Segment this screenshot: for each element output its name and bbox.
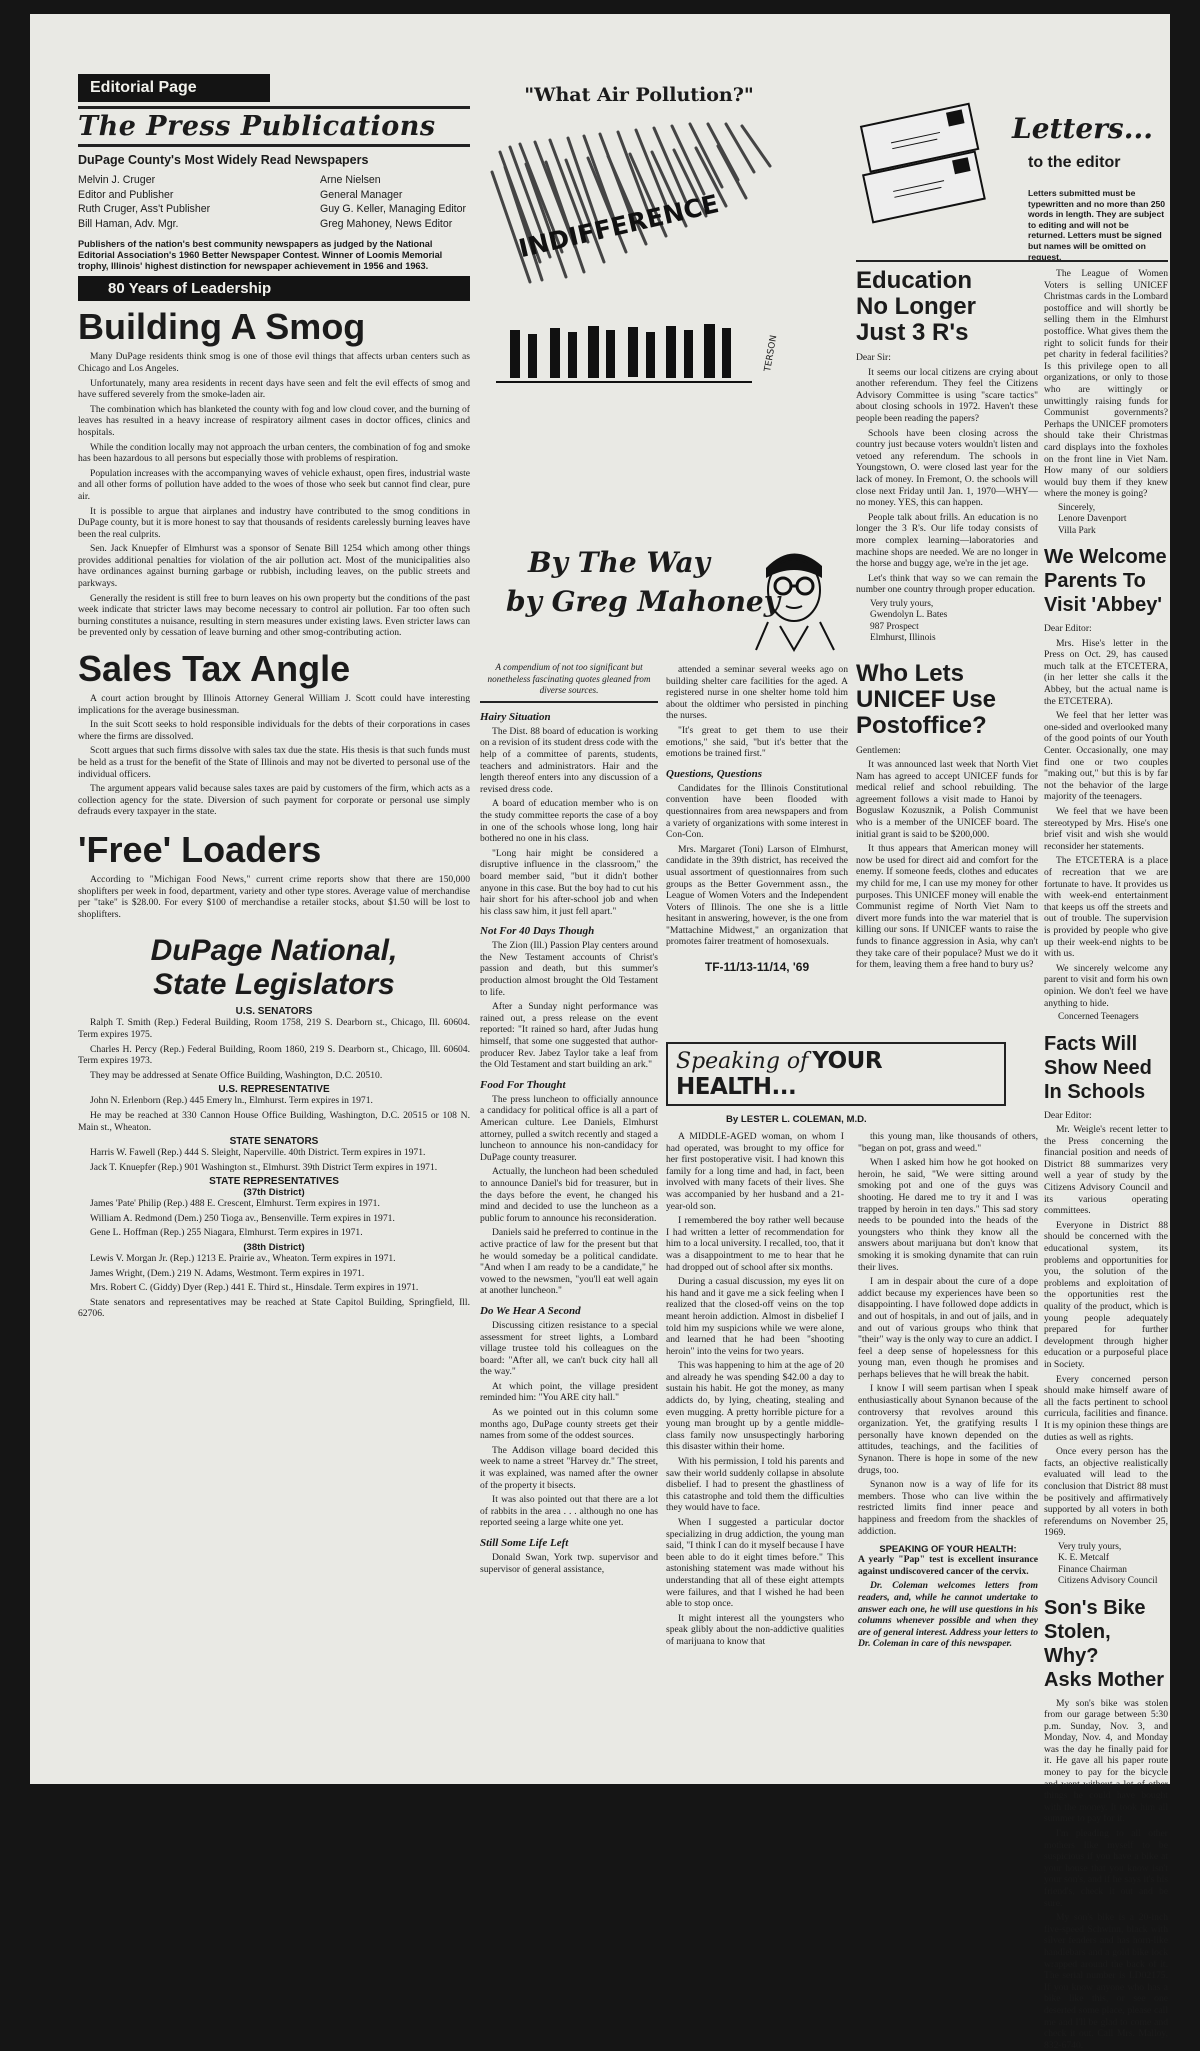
health-title-right: YOUR HEALTH...: [676, 1048, 883, 1100]
headline-line: No Longer: [856, 293, 976, 320]
paragraph: Mrs. Hise's letter in the Press on Oct. 29, has caused much talk at the ETCETERA, (in her letter she calls it the Abbey, but the actual name is the ETCETERA).: [1044, 637, 1168, 707]
headline-line: Son's Bike: [1044, 1596, 1146, 1619]
paragraph: According to "Michigan Food News," current crime reports show that there are 150,000 shoplifters per week in food, department, variety and other type stores. Average value of merchandise per "take" is $28.00. For every $100 of merchandise a retailer stocks, about $1.50 will be lost to shoplifters.: [78, 873, 470, 920]
masthead: [78, 74, 470, 301]
staff-name: Arne Nielsen: [320, 174, 381, 186]
subhead-still-some-life-left: Still Some Life Left: [480, 1537, 569, 1549]
paragraph: The League of Women Voters is selling UNICEF Christmas cards in the Lombard postoffice and will shortly be selling them in the Elmhurst postoffice. What gives them the right to solicit funds for their pet charity in federal facilities? Is this privilege open to all organizations, or only to those who are wittingly or unwittingly raising funds for Communist governments? Perhaps the UNICEF promoters should take their Christmas card displays into the foxholes on the front line in Viet Nam. How many of our soldiers would buy them if they knew where the money is going?: [1044, 268, 1168, 500]
speaking-text: A yearly "Pap" test is excellent insurance against undiscovered cancer of the cervix.: [858, 1554, 1038, 1577]
group-title: STATE REPRESENTATIVES: [209, 1176, 339, 1188]
paragraph: Once every person has the facts, an objective realistically evaluated will lead to the conclusion that District 88 must be positively and affirmatively supported by all voters in both referendums on November 25, 1969.: [1044, 1446, 1168, 1539]
paragraph: this young man, like thousands of others, "began on pot, grass and weed.": [858, 1131, 1038, 1154]
paragraph: At which point, the village president reminded him: "You ARE city hall.": [480, 1380, 658, 1404]
salutation: Dear Editor:: [1044, 623, 1092, 635]
paragraph: Unfortunately, many area residents in recent days have seen and felt the evil effects of smog and have suffered severely from the smoke-laden air.: [78, 377, 470, 401]
letters-title: Letters...: [1012, 112, 1153, 145]
by-the-way-column-1: [480, 662, 658, 1774]
paragraph: While the condition locally may not approach the urban centers, the combination of fog and smoke has been hazardous to all persons but especially those with problems of respiration.: [78, 441, 470, 465]
paragraph: In the suit Scott seeks to hold responsible individuals for the debts of their corporations in cases where the firms are dissolved.: [78, 719, 470, 742]
paragraph: Actually, the luncheon had been scheduled to announce Daniel's bid for treasurer, but in the days before the event, he changed his mind and decided to use the luncheon as a public forum to announce his reconsideration.: [480, 1166, 658, 1224]
paragraph: People talk about frills. An education is no longer the 3 R's. Our life today consists of more complex learning—laboratories and machine shops are needed. We are no longer in the horse and buggy age, we're in the jet age.: [856, 511, 1038, 570]
paragraph: After a Sunday night performance was rained out, a press release on the event reported: "It rained so hard, after Judas hung himself, that some one suggested that author-producer Rev. Jabez Taylor take a leaf from the Old Testament and start building an ark.": [480, 1001, 658, 1071]
headline-line: Show Need: [1044, 1056, 1152, 1079]
legislator-entry: Charles H. Percy (Rep.) Federal Building, Room 1860, 219 S. Dearborn st., Chicago, Ill. 60604. Term expires 1973.: [78, 1043, 470, 1067]
paragraph: attended a seminar several weeks ago on building shelter care facilities for the aged. A registered nurse in one shelter home told him about the oldtimer who persisted in pinching the nurses.: [666, 664, 848, 722]
paragraph: Generally the resident is still free to burn leaves on his own property but the conditions of the past week indicate that stricter laws may become necessary to control air pollution. Far too often such burning constitutes a nuisance, resulting in stern measures under existing laws. Even stricter laws can be prevented only by cessation of leave burning and other smog-contributing action.: [78, 592, 470, 639]
headline-line: UNICEF Use: [856, 685, 997, 713]
headline-line: Asks Mother: [1044, 1668, 1165, 1691]
letters-subtitle: to the editor: [1028, 154, 1121, 171]
subhead-do-we-hear-a-second: Do We Hear A Second: [480, 1304, 581, 1317]
subhead-not-for-40-days: Not For 40 Days Though: [480, 925, 595, 938]
paragraph: The Dist. 88 board of education is working on a revision of its student dress code with the help of a committee of parents, students, teachers and administrators. Hair and the length thereof enters into any discussion of a revised dress code.: [480, 725, 658, 795]
paragraph: The Zion (Ill.) Passion Play centers around the New Testament accounts of Christ's passion and death, but this summer's production almost brought the Old Testament to life.: [480, 940, 658, 998]
legislator-entry: He may be reached at 330 Cannon House Office Building, Washington, D.C. 20515 or 108 N. Main st., Wheaton.: [78, 1109, 470, 1133]
legislator-entry: Ralph T. Smith (Rep.) Federal Building, Room 1758, 219 S. Dearborn st., Chicago, Ill. 60604. Term expires 1975.: [78, 1017, 470, 1040]
group-title: U.S. REPRESENTATIVE: [218, 1084, 330, 1096]
legislator-entry: James 'Pate' Philip (Rep.) 488 E. Crescent, Elmhurst. Term expires in 1971.: [90, 1198, 380, 1210]
signature-line: Very truly yours,: [1058, 1541, 1122, 1552]
legislators-headline-1: DuPage National,: [150, 934, 398, 968]
free-loaders-article: [78, 874, 470, 920]
signature-line: Finance Chairman: [1058, 1564, 1127, 1575]
legislator-entry: Jack T. Knuepfer (Rep.) 901 Washington st., Elmhurst. 39th District Term expires in 1971.: [90, 1161, 438, 1173]
legislator-entry: Harris W. Fawell (Rep.) 444 S. Sleight, Naperville. 40th District. Term expires in 1971.: [90, 1147, 426, 1159]
letters-header: [856, 100, 1168, 280]
paragraph: My son's bike is a 20-inch five-speed Schwinn, black with silver fenders and has horn-like handlebars and a gold bike lock wrapped around the back of it. The serial number is LD02175. If you know anyone who has a bike like this, or see one deserted some place, please call me and I'll be glad to come and check it out. Call Mrs. Malloy, 832-6740.: [1044, 1912, 1168, 2051]
paragraph: It might interest all the youngsters who speak glibly about the non-addictive qualities of marijuana to know that: [666, 1612, 844, 1647]
paragraph: It thus appears that American money will now be used for direct aid and comfort for the enemy. If someone feeds, clothes and educates my child for me, I can use my money for other purposes. This UNICEF money will enable the Communist regime of North Viet Nam to divert more funds into the war materiel that is killing our sons. If UNICEF wants to raise the funds to finance aggression in Asia, why can't they take care of their populace? Must we do it for them, leaving them a free hand to bury us?: [856, 843, 1038, 971]
dateline: TF-11/13-11/14, '69: [704, 960, 810, 975]
headline-sales-tax-angle: Sales Tax Angle: [78, 648, 351, 690]
signature-line: Citizens Advisory Council: [1058, 1576, 1158, 1587]
headline-free-loaders: 'Free' Loaders: [78, 828, 322, 870]
paragraph: I am in despair about the cure of a dope addict because my experiences have been so disappointing. I have followed dope addicts in and out of hospitals, in and out of jails, and in and out of various groups who think that "their" way is the only way to cure an addict. I feel a deep sense of hopelessness for this young man, even though he promises and perhaps believes that he will break the habit.: [858, 1276, 1038, 1380]
paragraph: Population increases with the accompanying waves of vehicle exhaust, open fires, industrial waste and all other forms of pollution have added to the woes of those who seek but cannot find clear, pure air.: [78, 467, 470, 502]
group-subtitle: (37th District): [243, 1187, 305, 1199]
legislator-entry: State senators and representatives may be reached at State Capitol Building, Springfield, Ill. 62706.: [78, 1296, 470, 1320]
headline-education: [856, 268, 1038, 346]
headline-line: Facts Will: [1044, 1032, 1138, 1055]
headline-building-a-smog: Building A Smog: [78, 306, 366, 348]
paragraph: It was also pointed out that there are a lot of rabbits in the area . . . although no one has reported seeing a large white one yet.: [480, 1494, 658, 1529]
years-bar: 80 Years of Leadership: [78, 276, 470, 301]
staff-list: [78, 173, 470, 231]
staff-name: Greg Mahoney, News Editor: [320, 217, 453, 230]
by-the-way-column-2: [666, 664, 848, 1024]
sales-tax-article: [78, 693, 470, 818]
signature-line: Very truly yours,: [870, 598, 934, 609]
paragraph: We sincerely welcome any parent to visit and form his own opinion. We don't feel we have anything to hide.: [1044, 962, 1168, 1009]
health-byline: By LESTER L. COLEMAN, M.D.: [726, 1114, 867, 1125]
headline-unicef: [856, 661, 1038, 739]
paragraph: It is possible to argue that airplanes and industry have contributed to the smog conditions in DuPage county, but it is more honest to say that thousands of residents carelessly burning leaves have been the real culprits.: [78, 505, 470, 540]
paragraph: Discussing citizen resistance to a special assessment for street lights, a Lombard village trustee told his colleagues on the board: "After all, we can't buck city hall all the way.": [480, 1319, 658, 1378]
group-title: STATE SENATORS: [229, 1136, 319, 1148]
paragraph: My son's bike was stolen from our garage between 5:30 p.m. Sunday, Nov. 3, and Monday, Nov. 4, and Monday was the day he finally paid for it. He gave all his paper route money to pay for the bicycle and went without a lot of other things he could have bought with the money. It took him all summer to pay for it.: [1044, 1697, 1168, 1825]
paragraph: Many DuPage residents think smog is one of those evil things that affects urban centers such as Chicago and Los Angeles.: [78, 351, 470, 374]
health-title-left: Speaking of: [676, 1049, 809, 1074]
paragraph: The argument appears valid because sales taxes are paid by customers of the firm, which acts as a collection agency for the state. Diversion of such payment for corporate or personal use simply defrauds every taxpayer in the state.: [78, 783, 470, 818]
subhead-food-for-thought: Food For Thought: [480, 1078, 566, 1091]
staff-name: Melvin J. Cruger: [78, 174, 156, 186]
salutation: Dear Editor:: [1044, 1109, 1092, 1121]
paragraph: Every concerned person should make himself aware of all the facts pertinent to school curricula, facilities and finance. It is my opinion these things are duties as well as rights.: [1044, 1373, 1168, 1443]
salutation: Dear Sir:: [856, 352, 891, 363]
signature-line: Sincerely,: [1058, 502, 1096, 513]
paragraph: I remembered the boy rather well because I had written a letter of recommendation for him to a local university. I recalled, too, that it was a disappointment to me to hear that he had dropped out of school after six months.: [666, 1215, 844, 1273]
paragraph: Everyone in District 88 should be concerned with the educational system, its problems and opportunities for you, the solution of the problems and exploitation of the opportunities rest the quality of the product, which is young people adequately prepared for further development through higher education or a purposeful place in Society.: [1044, 1219, 1168, 1370]
headline-facts-will-show: [1044, 1032, 1168, 1104]
letters-column-2: [1044, 268, 1168, 2051]
letters-note: Letters submitted must be typewritten and no more than 250 words in length. They are subject to editing and will not be returned. Letters must be signed but names will be omitted on request.: [1028, 188, 1166, 262]
legislator-entry: Lewis V. Morgan Jr. (Rep.) 1213 E. Prairie av., Wheaton. Term expires in 1971.: [90, 1253, 396, 1265]
cartoon-drawing: [480, 112, 798, 412]
paragraph: It was announced last week that North Viet Nam has agreed to accept UNICEF funds for medical relief and school rebuilding. The agreement follows a visit made to Hanoi by Boguslaw Kozusznik, a Polish Communist who is a member of the UNICEF board. The initial grant is said to be $200,000.: [856, 759, 1038, 840]
paragraph: I'm pleading to all other mothers like myself to be suspicious if you have a bike at your house that you know isn't your son's, and if he says it's his friend's, check it out and be sure.: [1044, 1828, 1168, 1909]
cartoon-word: INDIFFERENCE: [515, 189, 722, 264]
staff-title: General Manager: [320, 188, 403, 201]
signature-line: Villa Park: [1058, 525, 1096, 536]
legislator-entry: Mrs. Robert C. (Giddy) Dyer (Rep.) 441 E. Third st., Hinsdale. Term expires in 1971.: [90, 1282, 419, 1294]
paragraph: Let's think that way so we can remain the number one country through proper education.: [856, 572, 1038, 596]
paragraph: Sen. Jack Knuepfer of Elmhurst was a sponsor of Senate Bill 1254 which among other things provides additional penalties for violation of the air pollution act. Most of the municipalities also have ordinances against burning garbage or rubbish, including leaves, on the public streets and parkways.: [78, 543, 470, 590]
staff-title: Editor and Publisher: [78, 188, 174, 201]
headline-line: Postoffice?: [856, 711, 987, 739]
tagline: DuPage County's Most Widely Read Newspapers: [78, 153, 369, 167]
headline-line: Education: [856, 267, 973, 294]
salutation: Gentlemen:: [856, 744, 901, 756]
staff-name: Guy G. Keller, Managing Editor: [320, 203, 467, 216]
legislators-box: [78, 934, 470, 1320]
masthead-note: Publishers of the nation's best community newspapers as judged by the National Editorial Association's 1960 Better Newspaper Contest. Winner of Loomis Memorial trophy, Illinois' highest distinction for newspaper achievement in 1956 and 1963.: [78, 239, 443, 272]
paragraph: Candidates for the Illinois Constitutional convention have been flooded with questionnaires from area newspapers and from a variety of organizations with some interest in Con-Con.: [666, 782, 848, 841]
paragraph: With his permission, I told his parents and saw their world suddenly collapse in absolute disbelief. I had to present the ghastliness of this catastrophe and told them the difficulties they would have to face.: [666, 1456, 844, 1514]
newspaper-page: [30, 14, 1170, 2051]
by-the-way-header: [480, 546, 848, 661]
legislator-entry: John N. Erlenborn (Rep.) 445 Emery ln., Elmhurst. Term expires in 1971.: [90, 1095, 373, 1107]
headline-sons-bike: [1044, 1596, 1168, 1692]
group-title: (38th District): [243, 1242, 305, 1254]
paragraph: The ETCETERA is a place of recreation that we are fortunate to have. It provides us with week-end entertainment that keeps us off the streets and out of trouble. The supervision is provided by people who give up their week-end nights to be with us.: [1044, 855, 1168, 960]
paragraph: "It's great to get them to use their emotions," she said, "but it's better that the emotions be trained first.": [666, 724, 848, 760]
author-portrait: [738, 538, 848, 650]
subhead-questions: Questions, Questions: [666, 767, 762, 780]
headline-line: Who Lets: [856, 659, 964, 687]
paragraph: Donald Swan, York twp. supervisor and supervisor of general assistance,: [480, 1552, 658, 1575]
editorial-column: [78, 14, 470, 1774]
paragraph: "Long hair might be considered a disruptive influence in the classroom," the board member said, "but it didn't bother anyone in this case. But the boy had to cut his hair short for his after-school job and when his class saw him, it just fell apart.": [480, 847, 658, 917]
headline-welcome-parents: [1044, 545, 1168, 617]
signature: [856, 599, 1038, 645]
paragraph: A MIDDLE-AGED woman, on whom I had operated, was brought to my office for her first postoperative visit. I had known this family for a long time and had, in fact, been involved with many facets of their lives. She was accompanied by her husband and a 21-year-old son.: [666, 1131, 844, 1212]
paragraph: Mrs. Margaret (Toni) Larson of Elmhurst, candidate in the 39th district, has received the usual assortment of questionnaires from such groups as the Better Government assn., the League of Women Voters and the Independent Voters of Illinois. The one she is a little hesitant in answering, however, is the one from "Mattachine Midwest," an organization that promotes fairer treatment of homosexuals.: [666, 843, 848, 948]
signature-line: Gwendolyn L. Bates: [870, 610, 948, 621]
headline-line: Parents To: [1044, 570, 1146, 593]
paragraph: A court action brought by Illinois Attorney General William J. Scott could have interesting implications for the average businessman.: [78, 693, 470, 716]
smog-article: [78, 351, 470, 639]
paragraph: I know I will seem partisan when I speak enthusiastically about Synanon because of the controversy that revolves around this organization. Yet, the gratifying results I personally have known depended on the attitudes, teachings, and the facilities of Synanon. There is hope in some of the new drugs, too.: [858, 1383, 1038, 1476]
by-the-way-intro: A compendium of not too significant but nonetheless fascinating quotes gleaned from diverse sources.: [487, 662, 651, 696]
cartoon-signature: TERSON: [763, 334, 780, 373]
paragraph: The combination which has blanketed the county with fog and low cloud cover, and the burning of leaves has resulted in a heavy increase of respiratory ailment cases in doctor offices, clinics and hospitals.: [78, 403, 470, 438]
paragraph: Schools have been closing across the country just because voters wouldn't listen and vetoed any referendum. The schools in Youngstown, O. were closed last year for the lack of money. In Fremont, O. the schools will close next Friday until Jan. 1, 1970—WHY—no money. YES, this can happen.: [856, 427, 1038, 509]
paragraph: It seems our local citizens are crying about another referendum. They feel the Citizens Advisory Committee is using "scare tactics" about closing schools in 1972. Haven't these people been reading the papers?: [856, 366, 1038, 424]
cartoon: [480, 84, 798, 414]
staff-name: Bill Haman, Adv. Mgr.: [78, 217, 179, 230]
legislator-entry: William A. Redmond (Dem.) 250 Tioga av., Bensenville. Term expires in 1971.: [90, 1212, 395, 1224]
by-the-way-byline: by Greg Mahoney: [506, 585, 781, 618]
paragraph: During a casual discussion, my eyes lit on his hand and it gave me a sick feeling when I realized that the closed-off veins on the top meant heroin addiction. Almost in disbelief I told him my suspicions while we were alone, and learned that he had been "shooting heroin" into the veins for two years.: [666, 1276, 844, 1357]
group-title: U.S. SENATORS: [235, 1006, 313, 1018]
envelopes-illustration: [856, 108, 996, 218]
paragraph: A board of education member who is on the study committee reports the case of a boy in one of the schools whose long, long hair bothered no one in his class.: [480, 798, 658, 845]
paragraph: Mr. Weigle's recent letter to the Press concerning the financial position and needs of District 88 summarizes very well a year of study by the Citizens Advisory Council and its various operating committees.: [1044, 1124, 1168, 1217]
legislator-entry: Gene L. Hoffman (Rep.) 255 Niagara, Elmhurst. Term expires in 1971.: [90, 1227, 363, 1239]
paragraph: We feel that her letter was one-sided and overlooked many of the good points of our Youth Center. Occasionally, one may find one or two couples "making out," but this is by far not the behavior of the large majority of the teenagers.: [1044, 710, 1168, 803]
paragraph: When I suggested a particular doctor specializing in drug addiction, the young man said, "I think I can do it myself because I have been able to do it eight times before." This astonishing statement was made without his understanding that all of these eight attempts were failures, and that I wished he had been able to stop once.: [666, 1517, 844, 1610]
legislator-entry: James Wright, (Dem.) 219 N. Adams, Westmont. Term expires in 1971.: [90, 1267, 365, 1279]
paragraph: As we pointed out in this column some months ago, DuPage county streets get their names from some of the oddest sources.: [480, 1407, 658, 1442]
legislator-entry: They may be addressed at Senate Office Building, Washington, D.C. 20510.: [90, 1069, 383, 1081]
headline-line: We Welcome: [1044, 546, 1167, 569]
headline-line: Just 3 R's: [856, 319, 969, 346]
signature-line: Elmhurst, Illinois: [870, 633, 936, 644]
paragraph: Daniels said he preferred to continue in the active practice of law for the present but that he would someday be a political candidate. "And when I am ready to be a candidate," he vowed to the newsmen, "you'll eat well again at another luncheon.": [480, 1227, 658, 1297]
letters-column-1: [856, 264, 1038, 1774]
signature-line: K. E. Metcalf: [1058, 1553, 1110, 1564]
by-the-way-title: By The Way: [528, 546, 710, 579]
paragraph: The press luncheon to officially announce a candidacy for political office is all a part of American culture. Lee Daniels, Elmhurst attorney, pulled a switch recently and staged a luncheon to announce his non-candidacy for DuPage county treasurer.: [480, 1093, 658, 1163]
signature-line: Concerned Teenagers: [1058, 1012, 1139, 1023]
headline-line: In Schools: [1044, 1080, 1146, 1103]
legislators-headline-2: State Legislators: [153, 968, 395, 1002]
signature-line: 987 Prospect: [870, 621, 919, 632]
paragraph: When I asked him how he got hooked on heroin, he said, "We were sitting around smoking pot and one of the guys was shooting. He dared me to try it and I was trapped by heroin in ten days." This sad story needs to be pounded into the heads of the youngsters who think they know all the answers about marijuana but don't know that smoking it is smoking dynamite that can ruin their lives.: [858, 1157, 1038, 1273]
health-col-1: [666, 1131, 844, 1653]
paper-name: The Press Publications: [78, 106, 470, 147]
cartoon-title: "What Air Pollution?": [524, 84, 754, 106]
paragraph: We feel that we have been stereotyped by Mrs. Hise's one brief visit and wish she would reconsider her statements.: [1044, 806, 1168, 852]
subhead-hairy-situation: Hairy Situation: [480, 710, 551, 723]
signature-line: Lenore Davenport: [1058, 514, 1127, 525]
headline-line: Visit 'Abbey': [1044, 594, 1163, 617]
staff-name: Ruth Cruger, Ass't Publisher: [78, 203, 211, 216]
paragraph: Scott argues that such firms dissolve with sales tax due the state. His thesis is that such funds must be held as a trust for the benefit of the State of Illinois and may not be diverted to personal use of the individual officers.: [78, 745, 470, 780]
section-label: Editorial Page: [78, 74, 270, 102]
paragraph: This was happening to him at the age of 20 and already he was spending $42.00 a day to sustain his habit. He got the money, as many addicts do, by lying, cheating, stealing and even mugging. A pretty horrible picture for a young man brought up by a gentle middle-class family now unsuspectingly harboring this disaster within their home.: [666, 1360, 844, 1453]
health-note: Dr. Coleman welcomes letters from readers, and, while he cannot undertake to answer each one, he will use questions in his columns whenever possible and when they are of general interest. Address your letters to Dr. Coleman in care of this newspaper.: [858, 1580, 1038, 1650]
paragraph: The Addison village board decided this week to name a street "Harvey dr." The street, it was explained, was named after the owner of the property it bisects.: [480, 1444, 658, 1491]
speaking-head: SPEAKING OF YOUR HEALTH:: [879, 1543, 1017, 1555]
paragraph: Synanon now is a way of life for its members. Those who can live within the restricted limits find inner peace and happiness and freedom from the shackles of addiction.: [858, 1479, 1038, 1537]
headline-line: Stolen, Why?: [1044, 1620, 1111, 1667]
